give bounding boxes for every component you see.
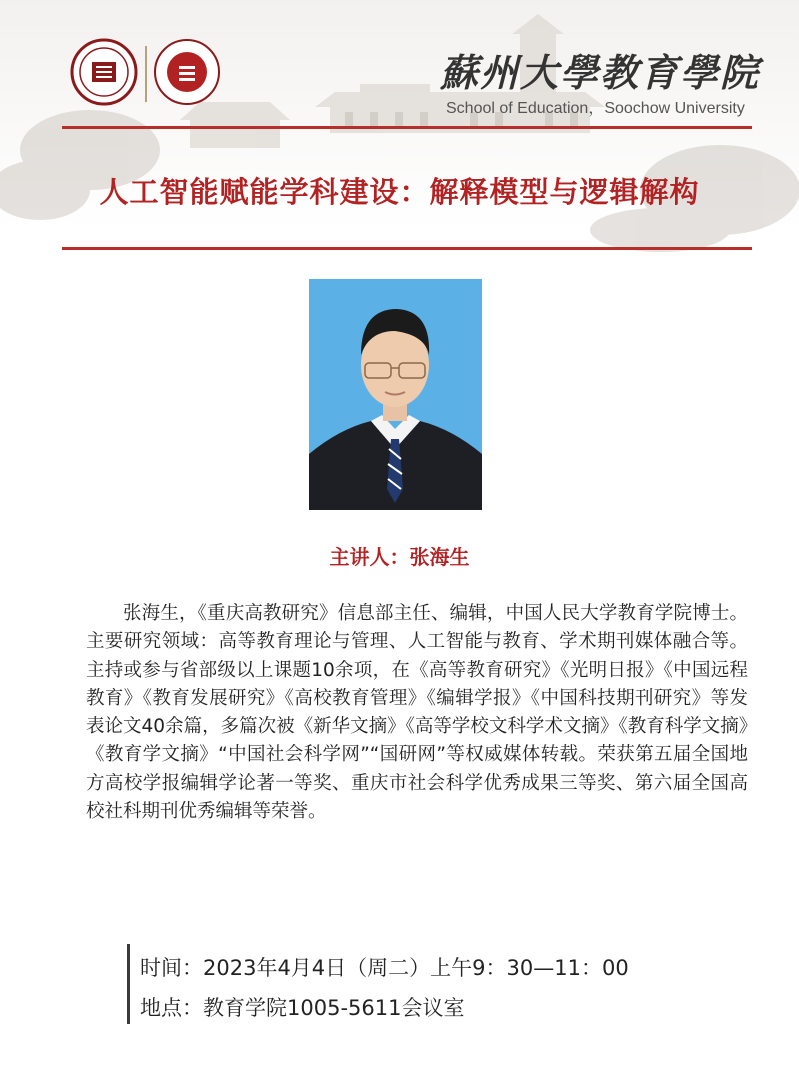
school-of-education-logo <box>153 38 221 106</box>
school-name-english: School of Education，Soochow University <box>446 100 745 117</box>
school-name-chinese: 蘇州大學教育學院 <box>440 50 761 95</box>
lecture-location: 地点：教育学院1005-5611会议室 <box>140 996 465 1020</box>
soochow-university-logo <box>70 38 138 106</box>
title-bottom-rule <box>62 247 752 250</box>
logo-divider <box>145 46 147 102</box>
speaker-bio: 张海生，《重庆高教研究》信息部主任、编辑，中国人民大学教育学院博士。主要研究领域：高等教育理论与管理、人工智能与教育、学术期刊媒体融合等。主持或参与省部级以上课题10余项，在《高等教育研究》《光明日报》《中国远程教育》《教育发展研究》《高校教育管理》《编辑学报》《中国科技期刊研究》等发表论文40余篇，多篇次被《新华文摘》《高等学校文科学术文摘》《教育科学文摘》《教育学文摘》“中国社会科学网”“国研网”等权威媒体转载。荣获第五届全国地方高校学报编辑学论著一等奖、重庆市社会科学优秀成果三等奖、第六届全国高校社科期刊优秀编辑等荣誉。 <box>86 603 748 823</box>
title-top-rule <box>62 126 752 129</box>
info-accent-bar <box>127 944 130 1024</box>
speaker-name: 主讲人：张海生 <box>329 545 470 569</box>
lecture-title: 人工智能赋能学科建设：解释模型与逻辑解构 <box>99 175 700 209</box>
lecture-time: 时间：2023年4月4日（周二）上午9：30—11：00 <box>140 956 629 980</box>
speaker-photo <box>309 279 482 510</box>
